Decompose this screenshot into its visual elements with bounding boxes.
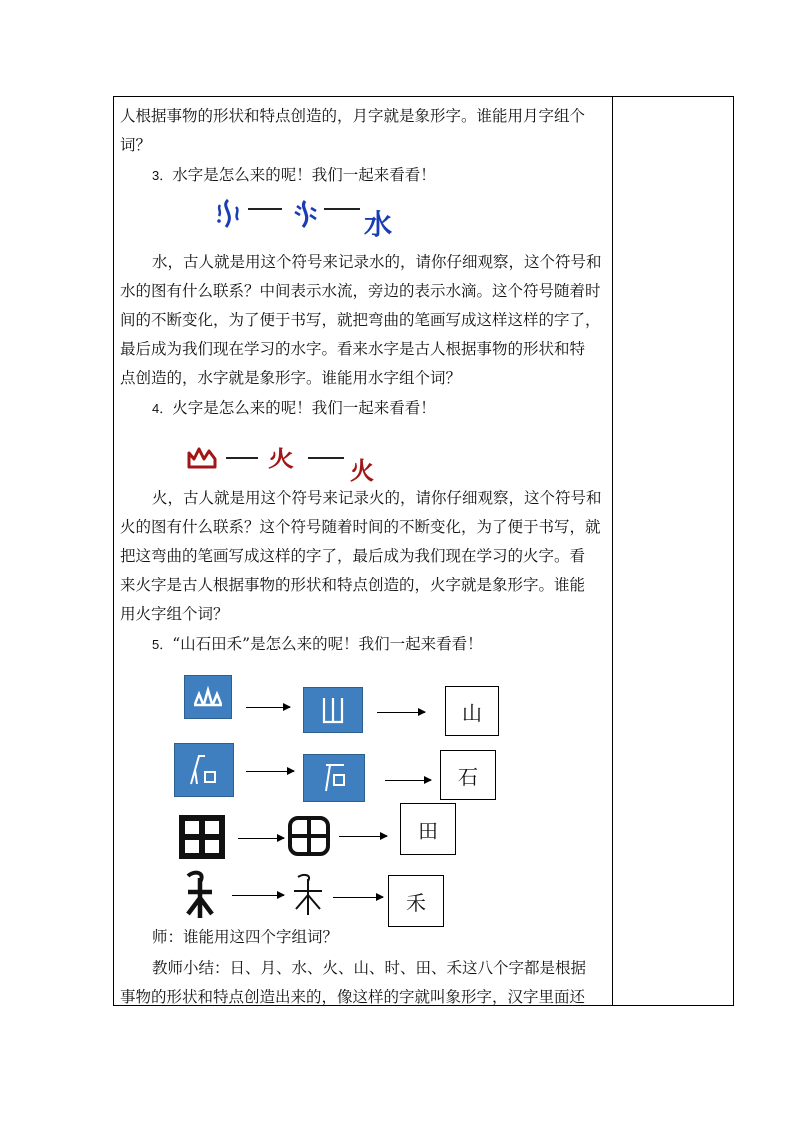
tian-char-box: 田: [400, 803, 456, 855]
text-line: 最后成为我们现在学习的水字。看来水字是古人根据事物的形状和特: [120, 340, 586, 358]
evolution-dash: [308, 457, 344, 459]
text-line: 火，古人就是用这个符号来记录火的，请你仔细观察，这个符号和: [152, 489, 602, 507]
fire-evolution: [186, 439, 396, 483]
question-number: 3．: [152, 168, 173, 183]
fire-modern-char: 火: [350, 457, 374, 485]
lesson-table: [113, 96, 734, 1006]
fire-pictograph-icon: [186, 445, 220, 471]
question-3: [152, 165, 436, 186]
he-pictograph-icon: [180, 868, 220, 922]
text-line: 间的不断变化，为了便于书写，就把弯曲的笔画写成这样这样的字了，: [120, 311, 601, 329]
evolution-dash: [324, 208, 360, 210]
evolution-arrow: [232, 895, 284, 896]
question-number: 4．: [152, 401, 173, 416]
evolution-arrow: [246, 771, 294, 772]
shi-char-box: 石: [440, 750, 496, 800]
question-5: [152, 634, 483, 655]
fire-middle-char: 火: [268, 446, 295, 473]
shan-pictograph-icon: [184, 675, 232, 719]
text-line: 人根据事物的形状和特点创造的，月字就是象形字。谁能用月字组个: [120, 107, 586, 125]
evolution-dash: [248, 208, 282, 210]
text-line: 词？: [120, 136, 152, 154]
evolution-dash: [226, 457, 258, 459]
text-line: 事物的形状和特点创造出来的，像这样的字就叫象形字，汉字里面还: [120, 988, 586, 1006]
he-seal-icon: [288, 871, 328, 919]
water-seal-icon: [291, 199, 321, 231]
text-line: 点创造的，水字就是象形字。谁能用水字组个词？: [120, 369, 462, 387]
shan-char-box: 山: [445, 686, 499, 736]
teacher-question: 师：谁能用这四个字组词？: [152, 928, 339, 946]
text-line: 用火字组个词？: [120, 605, 229, 623]
evolution-arrow: [385, 780, 431, 781]
he-char-box: 禾: [388, 875, 444, 927]
water-evolution: [214, 197, 394, 241]
column-divider: [612, 97, 613, 1005]
text-line: 把这弯曲的笔画写成这样的字了，最后成为我们现在学习的火字。看: [120, 547, 586, 565]
evolution-arrow: [377, 712, 425, 713]
question-text: “山石田禾”是怎么来的呢！我们一起来看看！: [172, 635, 483, 653]
evolution-arrow: [246, 707, 290, 708]
text-line: 水，古人就是用这个符号来记录水的，请你仔细观察，这个符号和: [152, 253, 602, 271]
question-number: 5．: [152, 637, 173, 652]
text-line: 来火字是古人根据事物的形状和特点创造的，火字就是象形字。谁能: [120, 576, 586, 594]
question-4: [152, 398, 436, 419]
tian-seal-icon: [286, 813, 332, 859]
text-line: 火的图有什么联系？这个符号随着时间的不断变化，为了便于书写，就: [120, 518, 601, 536]
question-text: 水字是怎么来的呢！我们一起来看看！: [172, 166, 436, 184]
question-text: 火字是怎么来的呢！我们一起来看看！: [172, 399, 436, 417]
tian-pictograph-icon: [177, 813, 227, 861]
evolution-arrow: [333, 897, 383, 898]
water-pictograph-icon: [214, 197, 244, 231]
text-line: 水的图有什么联系？中间表示水流，旁边的表示水滴。这个符号随着时: [120, 282, 601, 300]
shi-pictograph-icon: [174, 743, 234, 797]
shi-seal-icon: [303, 754, 365, 802]
water-modern-char: 水: [364, 208, 393, 241]
evolution-arrow: [339, 836, 387, 837]
text-line: 教师小结：日、月、水、火、山、时、田、禾这八个字都是根据: [152, 959, 587, 977]
evolution-arrow: [238, 838, 284, 839]
shan-seal-icon: [303, 687, 363, 733]
